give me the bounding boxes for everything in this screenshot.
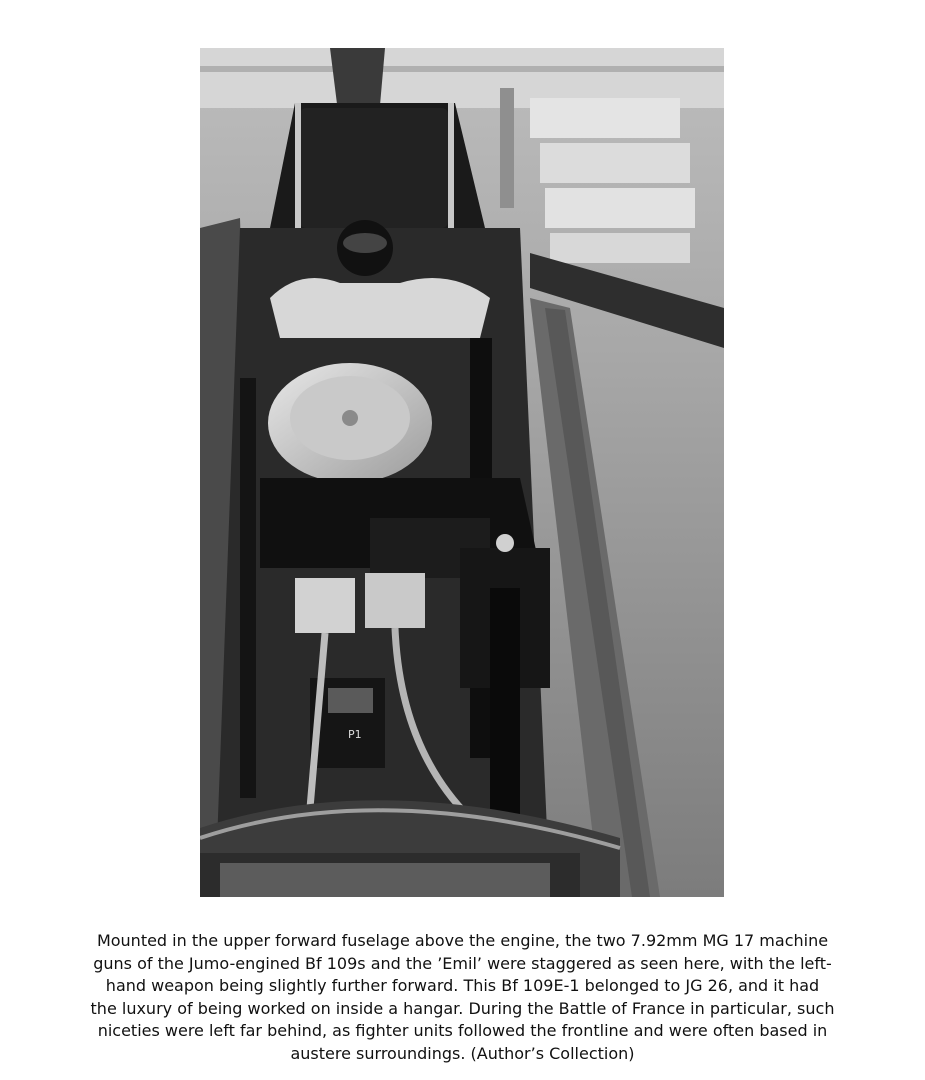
caption-line: niceties were left far behind, as fighter units followed the frontline and were often based in bbox=[97, 1021, 828, 1041]
caption-line: Mounted in the upper forward fuselage above the engine, the two 7.92mm MG 17 machine bbox=[96, 931, 829, 950]
photograph bbox=[200, 48, 724, 897]
engine-photo-illustration bbox=[200, 48, 724, 897]
caption-line: the luxury of being worked on inside a hangar. During the Battle of France in particular, such bbox=[90, 998, 835, 1018]
caption-line: guns of the Jumo-engined Bf 109s and the ’Emil’ were staggered as seen here, with the left- bbox=[93, 953, 832, 973]
photo-caption bbox=[40, 930, 885, 1066]
caption-line: hand weapon being slightly further forward. This Bf 109E-1 belonged to JG 26, and it had bbox=[105, 976, 820, 996]
component-label: P1 bbox=[348, 728, 362, 741]
caption-line: austere surroundings. (Author’s Collection) bbox=[290, 1043, 635, 1063]
